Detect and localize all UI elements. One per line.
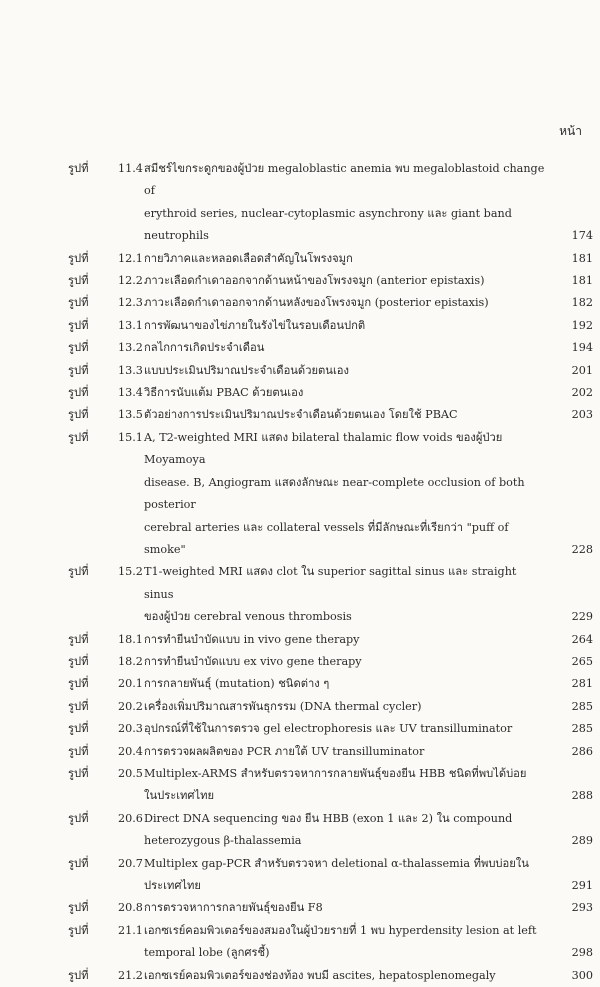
- figure-label: รูปที่: [68, 318, 89, 332]
- page-number: 181: [571, 274, 593, 288]
- figure-list-item: [68, 651, 593, 673]
- figure-caption: [144, 629, 545, 651]
- figure-caption-line: สมีชร์ไขกระดูกของผู้ป่วย megaloblastic anemia พบ megaloblastoid change of: [144, 162, 545, 198]
- figure-number: 20.2: [118, 699, 143, 713]
- figure-list-item: [68, 404, 593, 426]
- figure-list-item: [68, 382, 593, 404]
- page-number: 202: [571, 386, 593, 400]
- figure-number: 13.3: [118, 363, 143, 377]
- figure-number: 12.2: [118, 274, 143, 288]
- figure-label: รูปที่: [68, 274, 89, 288]
- page-number: 298: [571, 946, 593, 960]
- figure-list-item: [68, 561, 593, 628]
- figure-label: รูปที่: [68, 901, 89, 915]
- figure-caption: [144, 292, 545, 314]
- figure-caption-line: กลไกการเกิดประจำเดือน: [144, 341, 265, 355]
- figure-number: 20.4: [118, 744, 143, 758]
- figure-list-item: [68, 741, 593, 763]
- figure-caption: [144, 897, 545, 919]
- figure-number: 21.2: [118, 968, 143, 982]
- figure-caption: [144, 270, 545, 292]
- figure-caption-line: การตรวจผลผลิตของ PCR ภายใต้ UV transilluminator: [144, 744, 425, 758]
- figure-caption: [144, 718, 545, 740]
- figure-caption-line: วิธีการนับแต้ม PBAC ด้วยตนเอง: [144, 386, 304, 400]
- page-number: 289: [571, 834, 593, 848]
- page-column-header: หน้า: [559, 124, 582, 138]
- figure-caption-line: ประเทศไทย: [144, 879, 201, 892]
- figure-label: รูปที่: [68, 766, 89, 780]
- figure-list-item: [68, 718, 593, 740]
- page-number: 285: [571, 699, 593, 713]
- figure-caption: [144, 853, 545, 898]
- figure-list-item: [68, 853, 593, 898]
- figure-caption-line: Multiplex gap-PCR สำหรับตรวจหา deletional α-thalassemia ที่พบบ่อยใน: [144, 856, 529, 870]
- figure-caption-line: cerebral arteries และ collateral vessels ที่มีลักษณะที่เรียกว่า "puff of smoke": [144, 520, 509, 556]
- figure-number: 11.4: [118, 162, 143, 175]
- figure-label: รูปที่: [68, 386, 89, 400]
- figure-caption-line: disease. B, Angiogram แสดงลักษณะ near-complete occlusion of both posterior: [144, 475, 525, 512]
- figure-number: 21.1: [118, 923, 143, 937]
- figure-number: 20.7: [118, 856, 143, 870]
- figure-list-item: [68, 763, 593, 808]
- figure-number: 13.4: [118, 386, 143, 400]
- figure-list-item: [68, 965, 593, 987]
- figure-label: รูปที่: [68, 162, 89, 175]
- figure-label: รูปที่: [68, 430, 89, 444]
- page-number: 203: [571, 408, 593, 422]
- figure-number: 20.8: [118, 901, 143, 915]
- figure-caption-line: T1-weighted MRI แสดง clot ใน superior sagittal sinus และ straight sinus: [144, 565, 517, 601]
- figure-caption: [144, 337, 545, 359]
- page-number: 286: [571, 744, 593, 758]
- figure-list-item: [68, 808, 593, 853]
- figure-number: 18.1: [118, 632, 143, 646]
- page-number: 229: [571, 610, 593, 624]
- figure-list-item: [68, 673, 593, 695]
- figure-caption-line: การพัฒนาของไข่ภายในรังไข่ในรอบเดือนปกติ: [144, 318, 366, 332]
- figure-caption-line: A, T2-weighted MRI แสดง bilateral thalamic flow voids ของผู้ป่วย Moyamoya: [144, 430, 503, 467]
- figure-caption-line: temporal lobe (ลูกศรชี้): [144, 946, 270, 960]
- figure-caption-line: กายวิภาคและหลอดเลือดสำคัญในโพรงจมูก: [144, 251, 353, 265]
- page-number: 192: [571, 318, 593, 332]
- figure-caption-line: การทำยีนบำบัดแบบ in vivo gene therapy: [144, 632, 360, 646]
- figure-label: รูปที่: [68, 722, 89, 736]
- page-number: 281: [571, 677, 593, 691]
- page-number: 181: [571, 251, 593, 265]
- figure-label: รูปที่: [68, 251, 89, 265]
- figure-caption-line: การกลายพันธุ์ (mutation) ชนิดต่าง ๆ: [144, 677, 330, 691]
- figure-number: 12.3: [118, 296, 143, 310]
- page-number: 300: [571, 968, 593, 982]
- figure-label: รูปที่: [68, 699, 89, 713]
- figure-caption-line: ของผู้ป่วย cerebral venous thrombosis: [144, 610, 352, 624]
- figure-caption-line: เอกซเรย์คอมพิวเตอร์ของช่องท้อง พบมี ascites, hepatosplenomegaly: [144, 968, 496, 982]
- figure-label: รูปที่: [68, 408, 89, 422]
- figure-caption-line: heterozygous β-thalassemia: [144, 834, 302, 848]
- figure-list-item: [68, 337, 593, 359]
- figure-caption-line: Multiplex-ARMS สำหรับตรวจหาการกลายพันธุ์ของยีน HBB ชนิดที่พบได้บ่อย: [144, 766, 527, 780]
- figure-list-item: [68, 292, 593, 314]
- page-number: 293: [571, 901, 593, 915]
- figure-list-item: [68, 248, 593, 270]
- figure-list-item: [68, 920, 593, 965]
- figure-list-item: [68, 315, 593, 337]
- figure-list-item: [68, 158, 593, 248]
- figure-list-item: [68, 270, 593, 292]
- figure-number: 20.3: [118, 722, 143, 736]
- page-number: 201: [571, 363, 593, 377]
- figure-list: [68, 158, 593, 987]
- figure-list-item: [68, 897, 593, 919]
- figure-caption-line: อุปกรณ์ที่ใช้ในการตรวจ gel electrophoresis และ UV transilluminator: [144, 722, 513, 736]
- figure-list-item: [68, 427, 593, 561]
- page-number: 228: [571, 542, 593, 556]
- figure-caption-line: การตรวจหาการกลายพันธุ์ของยีน F8: [144, 901, 323, 915]
- page-number: 194: [571, 341, 593, 355]
- page-number: 182: [571, 296, 593, 310]
- figure-label: รูปที่: [68, 856, 89, 870]
- figure-number: 13.1: [118, 318, 143, 332]
- figure-caption: [144, 696, 545, 718]
- figure-caption: [144, 673, 545, 695]
- figure-caption: [144, 741, 545, 763]
- page-number: 174: [571, 229, 593, 243]
- figure-label: รูปที่: [68, 632, 89, 646]
- page-number: 288: [571, 789, 593, 803]
- figure-number: 20.6: [118, 811, 143, 825]
- figure-caption-line: เครื่องเพิ่มปริมาณสารพันธุกรรม (DNA thermal cycler): [144, 699, 422, 713]
- figure-number: 15.2: [118, 565, 143, 579]
- figure-label: รูปที่: [68, 923, 89, 937]
- figure-number: 20.1: [118, 677, 143, 691]
- figure-caption-line: แบบประเมินปริมาณประจำเดือนด้วยตนเอง: [144, 363, 349, 377]
- figure-number: 13.2: [118, 341, 143, 355]
- figure-caption-line: erythroid series, nuclear-cytoplasmic asynchrony และ giant band neutrophils: [144, 206, 512, 243]
- figure-number: 12.1: [118, 251, 143, 265]
- figure-caption-line: การทำยีนบำบัดแบบ ex vivo gene therapy: [144, 654, 362, 668]
- figure-caption: [144, 382, 545, 404]
- figure-caption-line: เอกซเรย์คอมพิวเตอร์ของสมองในผู้ป่วยรายที่ 1 พบ hyperdensity lesion at left: [144, 923, 537, 937]
- figure-caption-line: ตัวอย่างการประเมินปริมาณประจำเดือนด้วยตนเอง โดยใช้ PBAC: [144, 408, 458, 422]
- figure-caption: [144, 360, 545, 382]
- figure-caption: [144, 158, 545, 248]
- figure-number: 18.2: [118, 654, 143, 668]
- figure-label: รูปที่: [68, 811, 89, 825]
- figure-caption: [144, 651, 545, 673]
- page-number: 291: [571, 879, 593, 892]
- figure-caption: [144, 561, 545, 628]
- figure-caption-line: ในประเทศไทย: [144, 789, 215, 803]
- figure-caption: [144, 427, 545, 561]
- figure-caption: [144, 315, 545, 337]
- figure-caption: [144, 965, 545, 987]
- figure-label: รูปที่: [68, 296, 89, 310]
- figure-list-item: [68, 629, 593, 651]
- figure-list-item: [68, 696, 593, 718]
- figure-label: รูปที่: [68, 341, 89, 355]
- page-number: 265: [571, 654, 593, 668]
- figure-list-item: [68, 360, 593, 382]
- figure-number: 15.1: [118, 430, 143, 444]
- figure-caption-line: Direct DNA sequencing ของ ยีน HBB (exon 1 และ 2) ใน compound: [144, 811, 513, 825]
- figure-caption: [144, 808, 545, 853]
- figure-label: รูปที่: [68, 565, 89, 579]
- figure-label: รูปที่: [68, 654, 89, 668]
- page-number: 285: [571, 722, 593, 736]
- figure-caption-line: ภาวะเลือดกำเดาออกจากด้านหลังของโพรงจมูก (posterior epistaxis): [144, 296, 489, 310]
- figure-caption: [144, 404, 545, 426]
- figure-caption: [144, 248, 545, 270]
- figure-label: รูปที่: [68, 744, 89, 758]
- figure-caption: [144, 920, 545, 965]
- figure-label: รูปที่: [68, 677, 89, 691]
- page-number: 264: [571, 632, 593, 646]
- figure-label: รูปที่: [68, 363, 89, 377]
- figure-label: รูปที่: [68, 968, 89, 982]
- figure-number: 13.5: [118, 408, 143, 422]
- figure-number: 20.5: [118, 766, 143, 780]
- figure-caption-line: ภาวะเลือดกำเดาออกจากด้านหน้าของโพรงจมูก (anterior epistaxis): [144, 274, 485, 288]
- figure-caption: [144, 763, 545, 808]
